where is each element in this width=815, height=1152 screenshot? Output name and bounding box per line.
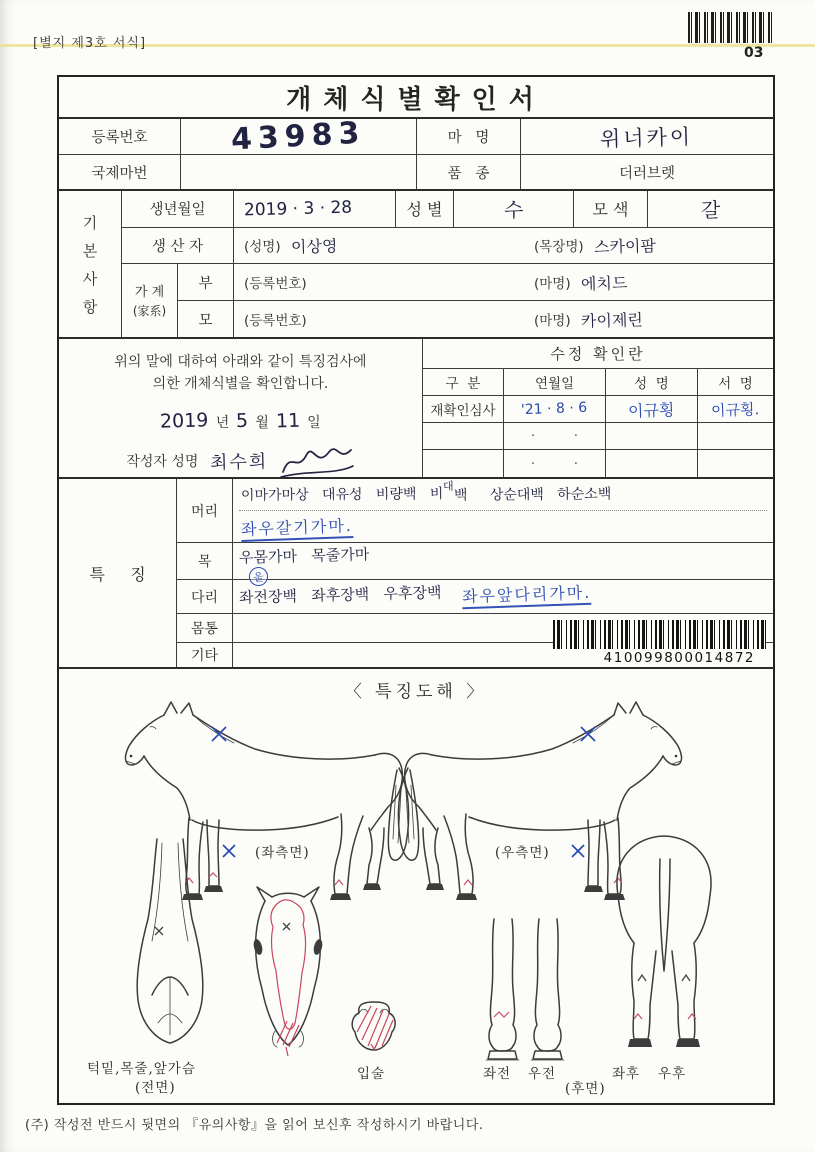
basic-section-label: 기 본 사 항 (59, 191, 122, 337)
writer-row (59, 442, 422, 480)
feature-row-head: 머리 이마가마상 대유성 비량백 비대백 상순대백 하순소백 좌우갈기가마. (177, 479, 773, 543)
horse-name-label: 마 명 (417, 119, 521, 155)
sire-label: 부 (178, 264, 233, 301)
horse-left-side-view (125, 702, 408, 900)
dam-row (234, 301, 773, 337)
farm-value: 스카이팜 (593, 235, 656, 257)
statement-line2: 의한 개체식별을 확인합니다. (152, 375, 329, 392)
legs-feature-text: 좌전장백 좌후장백 우후장백 (238, 583, 442, 608)
sire-name-value: 에치드 (580, 272, 628, 294)
right-hind-leg-caption: 우후 (658, 1066, 687, 1082)
horse-name-value: 위너카이 (521, 119, 773, 155)
form-reference-label: [별지 제3호 서식] (33, 36, 147, 51)
sire-dam-labels (178, 264, 234, 337)
farm-label: (목장명) (534, 239, 584, 256)
producer-name-label: (성명) (244, 239, 281, 256)
left-front-leg-caption: 좌전 (483, 1066, 512, 1082)
left-side-caption: (좌측면) (255, 845, 310, 861)
sex-value: 수 (454, 191, 574, 227)
horse-front-neck-view (137, 839, 203, 1043)
diagram-title: 〈 특징도해 〉 (344, 682, 488, 702)
sex-label: 성 별 (396, 191, 454, 227)
writer-name: 최수희 (210, 451, 269, 475)
horse-lips-view (352, 1002, 395, 1050)
horse-head-front-view (252, 887, 324, 1056)
page-corner-barcode (688, 12, 773, 43)
dam-name-value: 카이제린 (580, 309, 643, 331)
producer-label: 생 산 자 (122, 228, 234, 264)
sire-row (234, 264, 773, 301)
feature-diagram-section (59, 669, 773, 1103)
lineage-label: 가 계 (家系) (122, 264, 178, 337)
correction-header-row: 구 분 연월일 성 명 서 명 (423, 369, 773, 396)
confirmation-statement (59, 339, 423, 477)
right-front-leg-caption: 우전 (528, 1066, 557, 1082)
sire-name-label: (마명) (534, 276, 571, 292)
writer-signature (277, 442, 355, 480)
rear-view-caption: (후면) (565, 1081, 606, 1097)
left-front-leg-view (486, 919, 519, 1060)
horse-rear-view (617, 836, 711, 1047)
left-hind-leg-caption: 좌후 (612, 1066, 641, 1082)
correction-row-3: · · (423, 450, 773, 477)
birth-label: 생년월일 (122, 191, 234, 227)
front-view-caption: 턱밑,목줄,앞가슴 (87, 1061, 196, 1077)
confirmation-section (59, 339, 773, 479)
front-view-subcaption: (전면) (135, 1080, 176, 1096)
intl-no-value (181, 155, 417, 191)
neck-feature-text: 우몸가마 목줄가마 (238, 545, 370, 567)
confirmation-date: 2019 년 5 월 11 일 (160, 409, 321, 434)
birth-row (122, 191, 773, 228)
dam-regno-label: (등록번호) (244, 313, 307, 329)
right-front-leg-view (531, 919, 564, 1060)
horse-diagrams (59, 669, 773, 1103)
feature-row-legs: 다리 좌전장백 좌후장백 우후장백 좌우앞다리가마. (177, 580, 773, 613)
features-section (59, 479, 773, 669)
sire-regno-label: (등록번호) (244, 276, 307, 292)
correction-table (423, 339, 773, 477)
coat-label: 모 색 (574, 191, 648, 227)
feature-row-etc: 기타 (177, 643, 773, 667)
dam-label: 모 (198, 312, 213, 329)
right-side-caption: (우측면) (495, 845, 550, 861)
lineage-rows (122, 264, 773, 337)
dam-name-label: (마명) (534, 313, 571, 329)
neck-insert-circled-char: 울 (248, 566, 269, 587)
birth-value: 2019 · 3 · 28 (234, 191, 396, 227)
feature-row-neck: 목 우몸가마 목줄가마 울 (177, 543, 773, 580)
head-feature-text: 이마가마상 대유성 비량백 비대백 상순대백 하순소백 (239, 481, 767, 511)
id-barcode (553, 620, 766, 649)
producer-row (122, 228, 773, 265)
features-section-label: 특 징 (59, 479, 177, 667)
reg-no-value: 43983 (181, 119, 417, 155)
form-title: 개체식별확인서 (59, 77, 773, 119)
correction-row-1: 재확인심사 '21 · 8 · 6 이규횡 이규횡. (423, 396, 773, 423)
id-barcode-number: 410099800014872 (603, 650, 755, 666)
intl-no-label: 국제마번 (59, 155, 181, 191)
registration-table (59, 115, 773, 191)
correction-title: 수정 확인란 (423, 339, 773, 369)
correction-row-2: · · (423, 423, 773, 450)
head-feature-blue-note: 좌우갈기가마. (241, 513, 354, 542)
head-insert-char: 대 (443, 479, 455, 494)
coat-value: 갈 (700, 198, 721, 223)
horse-right-side-view (398, 702, 681, 900)
footer-note: (주) 작성전 반드시 뒷면의 『유의사항』을 읽어 보신후 작성하시기 바랍니다. (25, 1118, 484, 1133)
breed-label: 품 종 (417, 155, 521, 191)
writer-label: 작성자 성명 (126, 454, 199, 471)
producer-value (234, 228, 773, 264)
identification-form (57, 75, 775, 1105)
feature-row-body: 몸통 (177, 614, 773, 644)
page-number: 03 (744, 45, 764, 61)
breed-value: 더러브렛 (521, 155, 773, 191)
statement-line1: 위의 말에 대하여 아래와 같이 특징검사에 (114, 354, 367, 370)
basic-info-section (59, 191, 773, 339)
legs-feature-blue-note: 좌우앞다리가마. (462, 580, 592, 609)
producer-name-value: 이상영 (290, 236, 338, 257)
lips-caption: 입술 (357, 1066, 386, 1082)
reg-no-label: 등록번호 (59, 119, 181, 155)
